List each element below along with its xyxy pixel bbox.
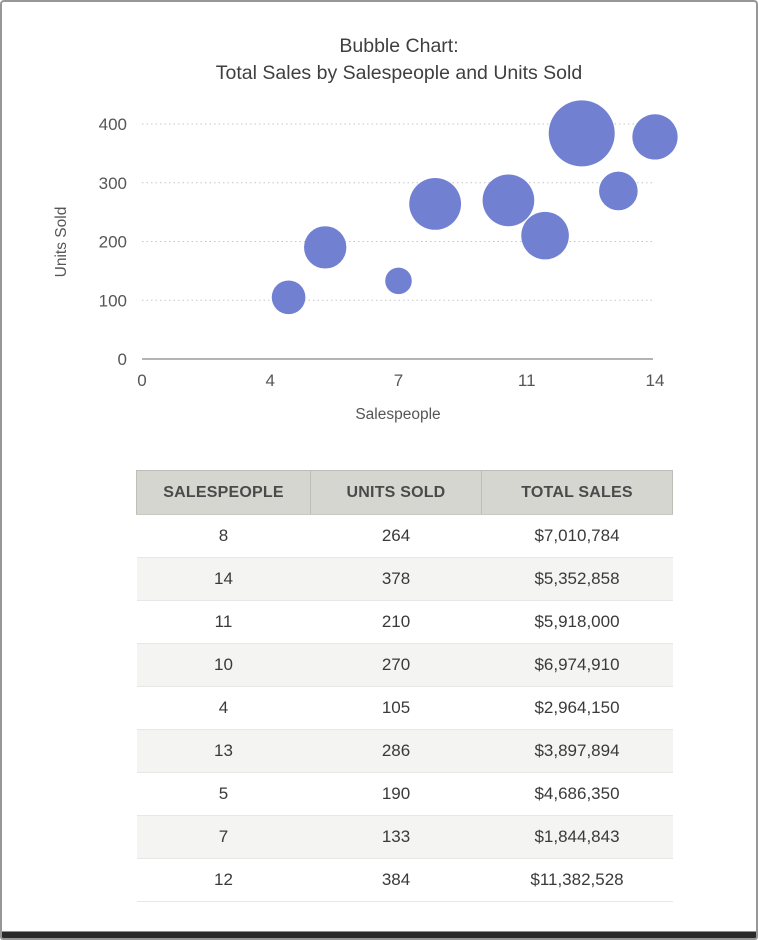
- table-cell: 13: [137, 730, 311, 773]
- table-row: [137, 773, 673, 816]
- table-cell: 210: [311, 601, 482, 644]
- x-tick-label: 0: [137, 371, 147, 390]
- x-tick-label: 4: [265, 371, 275, 390]
- y-tick-label: 200: [98, 232, 127, 252]
- table-cell: 8: [137, 515, 311, 558]
- table-cell: 11: [137, 601, 311, 644]
- table-row: [137, 859, 673, 902]
- bubble: [599, 172, 638, 211]
- bubble: [483, 175, 535, 227]
- table-cell: 105: [311, 687, 482, 730]
- bubble-series: [272, 100, 678, 314]
- y-tick-label: 400: [98, 115, 127, 134]
- table-cell: 12: [137, 859, 311, 902]
- table-row: [137, 730, 673, 773]
- data-table: [136, 470, 673, 902]
- table-cell: $1,844,843: [482, 816, 673, 859]
- bubble: [521, 212, 569, 260]
- y-tick-label: 0: [117, 350, 127, 369]
- table-cell: $4,686,350: [482, 773, 673, 816]
- table-row: [137, 515, 673, 558]
- table-cell: 5: [137, 773, 311, 816]
- table-cell: $6,974,910: [482, 644, 673, 687]
- table-row: [137, 687, 673, 730]
- bubble: [409, 178, 461, 230]
- table-cell: 133: [311, 816, 482, 859]
- table-cell: $5,352,858: [482, 558, 673, 601]
- y-axis-ticks: [99, 115, 127, 369]
- table-cell: 190: [311, 773, 482, 816]
- table-cell: $3,897,894: [482, 730, 673, 773]
- x-tick-label: 7: [393, 371, 404, 390]
- table-cell: 264: [311, 515, 482, 558]
- table-cell: 14: [137, 558, 311, 601]
- table-row: [137, 816, 673, 859]
- table-row: [137, 601, 673, 644]
- table-cell: 378: [311, 558, 482, 601]
- table-cell: $5,918,000: [482, 601, 673, 644]
- bubble-chart: [2, 2, 756, 457]
- bubble: [632, 114, 677, 159]
- table-cell: 4: [137, 687, 311, 730]
- table-cell: 286: [311, 730, 482, 773]
- x-tick-label: 11: [517, 371, 536, 390]
- x-tick-label: 14: [645, 371, 665, 390]
- table-cell: 384: [311, 859, 482, 902]
- x-axis-ticks: [137, 371, 664, 390]
- table-row: [137, 558, 673, 601]
- bubble: [549, 100, 615, 166]
- chart-title-line1: Bubble Chart:: [339, 35, 459, 57]
- table-cell: 10: [137, 644, 311, 687]
- chart-title-line2: Total Sales by Salespeople and Units Sold: [215, 62, 583, 84]
- table-cell: 270: [311, 644, 482, 687]
- bubble: [304, 226, 346, 268]
- table-cell: 7: [137, 816, 311, 859]
- y-tick-label: 100: [98, 291, 127, 311]
- x-axis-title: Salespeople: [355, 406, 441, 423]
- bubble: [272, 280, 306, 314]
- bottom-edge-bar: [2, 931, 756, 938]
- header-units-sold: UNITS SOLD: [311, 471, 482, 515]
- header-salespeople: SALESPEOPLE: [137, 471, 311, 515]
- bubble: [385, 268, 412, 295]
- table-cell: $11,382,528: [482, 859, 673, 902]
- table-header-row: [137, 471, 673, 515]
- table-cell: $2,964,150: [482, 687, 673, 730]
- header-total-sales: TOTAL SALES: [482, 471, 673, 515]
- table-row: [137, 644, 673, 687]
- table-cell: $7,010,784: [482, 515, 673, 558]
- y-tick-label: 300: [98, 173, 127, 193]
- y-axis-title: Units Sold: [53, 206, 70, 278]
